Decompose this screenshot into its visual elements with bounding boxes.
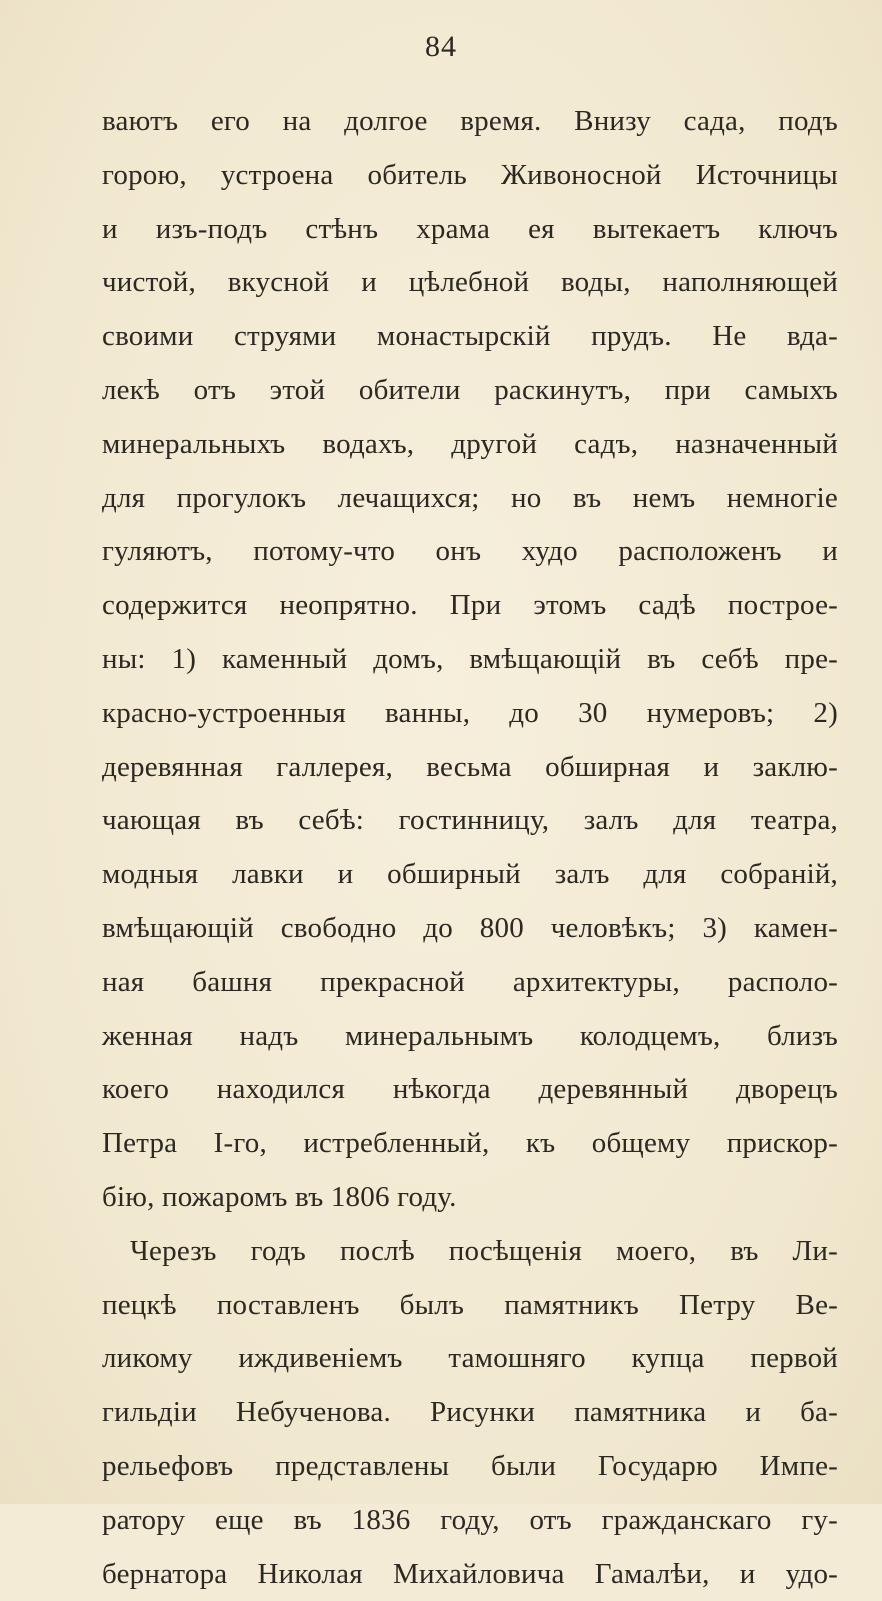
text-line: для прогулокъ лечащихся; но въ немъ немногіе: [102, 481, 838, 514]
text-line: бернатора Николая Михайловича Гамалѣи, и удо-: [102, 1557, 838, 1590]
text-line: и изъ-подъ стѣнъ храма ея вытекаетъ ключъ: [102, 212, 838, 245]
text-line: чистой, вкусной и цѣлебной воды, наполняющей: [102, 266, 838, 299]
text-line: ная башня прекрасной архитектуры, располо-: [102, 965, 838, 998]
text-line: пецкѣ поставленъ былъ памятникъ Петру Ве-: [102, 1288, 838, 1321]
text-line: рельефовъ представлены были Государю Импе-: [102, 1449, 838, 1482]
text-line: бію, пожаромъ въ 1806 году.: [102, 1180, 457, 1213]
text-line: Петра I-го, истребленный, къ общему прискор-: [102, 1127, 838, 1160]
text-line: модныя лавки и обширный залъ для собраній,: [102, 858, 838, 891]
text-line: минеральныхъ водахъ, другой садъ, назначенный: [102, 427, 838, 460]
text-line: ликому иждивеніемъ тамошняго купца первой: [102, 1342, 838, 1375]
text-line: содержится неопрятно. При этомъ садѣ построе-: [102, 589, 838, 622]
text-line: ратору еще въ 1836 году, отъ гражданскаго гу-: [102, 1503, 838, 1536]
text-line: гуляютъ, потому-что онъ худо расположенъ и: [102, 535, 838, 568]
text-line: ны: 1) каменный домъ, вмѣщающій въ себѣ пре-: [102, 642, 838, 675]
text-line: своими струями монастырскій прудъ. Не вда-: [102, 320, 838, 353]
text-line: ваютъ его на долгое время. Внизу сада, подъ: [102, 105, 838, 137]
page-number: 84: [425, 30, 457, 63]
text-line: гильдіи Небученова. Рисунки памятника и ба-: [102, 1396, 838, 1429]
text-line: Черезъ годъ послѣ посѣщенія моего, въ Ли-: [130, 1234, 838, 1267]
text-line: лекѣ отъ этой обители раскинутъ, при самыхъ: [102, 373, 838, 406]
text-line: красно-устроенныя ванны, до 30 нумеровъ; 2): [102, 696, 838, 729]
text-line: коего находился нѣкогда деревянный дворецъ: [102, 1073, 838, 1106]
text-line: женная надъ минеральнымъ колодцемъ, близъ: [102, 1019, 838, 1052]
text-line: вмѣщающій свободно до 800 человѣкъ; 3) камен-: [102, 911, 838, 944]
text-line: деревянная галлерея, весьма обширная и заклю-: [102, 750, 838, 783]
text-block: [102, 95, 838, 1601]
text-line: горою, устроена обитель Живоносной Источницы: [102, 158, 838, 191]
text-line: чающая въ себѣ: гостинницу, залъ для театра,: [102, 804, 838, 837]
